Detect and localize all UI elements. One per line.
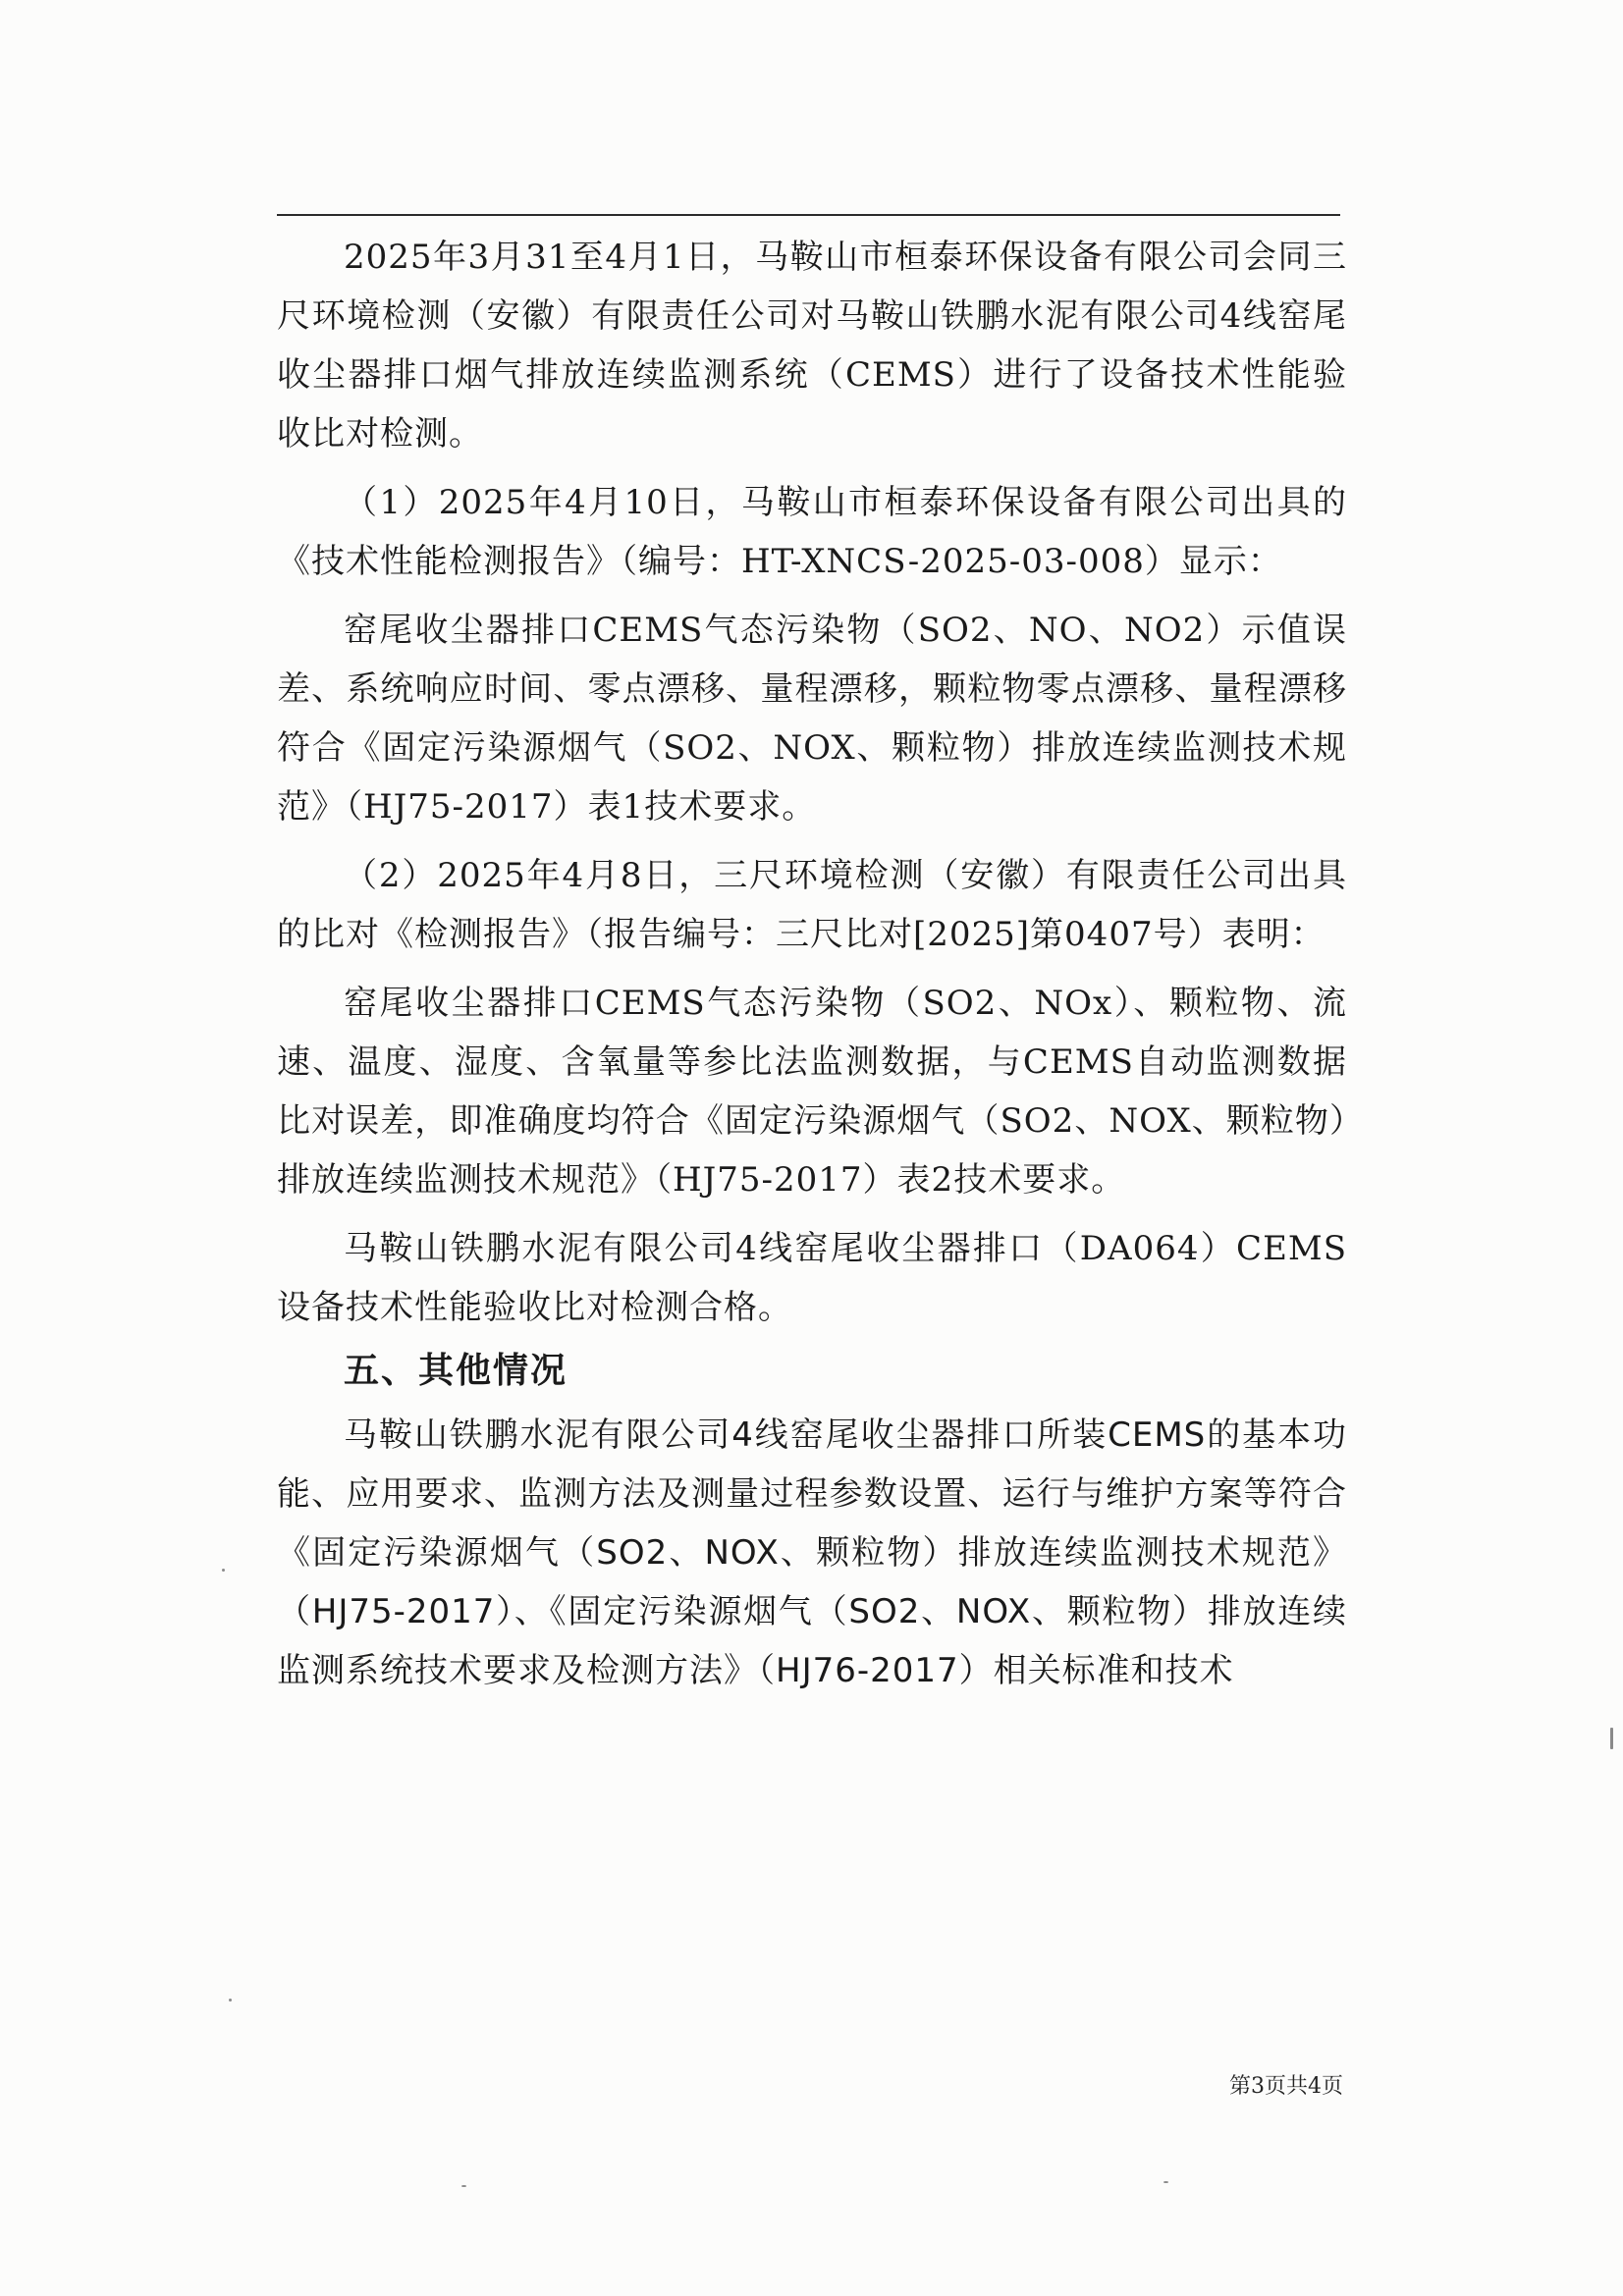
- scan-speck: [222, 1569, 225, 1572]
- paragraph-gap: [277, 964, 1347, 974]
- paragraph-acceptance-intro: 2025年3月31至4月1日，马鞍山市桓泰环保设备有限公司会同三尺环境检测（安徽）有限责任公司对马鞍山铁鹏水泥有限公司4线窑尾收尘器排口烟气排放连续监测系统（CEMS）进行了设备技术性能验收比对检测。: [277, 238, 1347, 454]
- paragraph-gap: [277, 463, 1347, 473]
- paragraph-gap: [277, 836, 1347, 846]
- paragraph-conclusion: 马鞍山铁鹏水泥有限公司4线窑尾收尘器排口（DA064）CEMS设备技术性能验收比对检测合格。: [277, 1229, 1347, 1327]
- document-body: [277, 228, 1347, 1700]
- paragraph-other-situation: 马鞍山铁鹏水泥有限公司4线窑尾收尘器排口所装CEMS的基本功能、应用要求、监测方法及测量过程参数设置、运行与维护方案等符合《固定污染源烟气（SO2、NOX、颗粒物）排放连续监测技术规范》（HJ75-2017）、《固定污染源烟气（SO2、NOX、颗粒物）排放连续监测系统技术要求及检测方法》（HJ76-2017）相关标准和技术: [277, 1415, 1347, 1690]
- scan-speck: [229, 1999, 232, 2002]
- header-rule: [277, 214, 1340, 216]
- scan-speck: [461, 2185, 466, 2187]
- paragraph-gap: [277, 591, 1347, 601]
- scan-speck: [1163, 2181, 1168, 2183]
- paragraph-technical-results: 窑尾收尘器排口CEMS气态污染物（SO2、NO、NO2）示值误差、系统响应时间、零点漂移、量程漂移，颗粒物零点漂移、量程漂移符合《固定污染源烟气（SO2、NOX、颗粒物）排放连续监测技术规范》（HJ75-2017）表1技术要求。: [277, 611, 1347, 827]
- paragraph-comparison-report: （2）2025年4月8日，三尺环境检测（安徽）有限责任公司出具的比对《检测报告》（报告编号：三尺比对[2025]第0407号）表明：: [277, 856, 1347, 954]
- page-number-footer: 第3页共4页: [1229, 2074, 1343, 2099]
- section-heading-other: 五、其他情况: [344, 1351, 568, 1391]
- paragraph-gap: [277, 1209, 1347, 1219]
- scan-speck: [1610, 1728, 1613, 1749]
- paragraph-technical-report: （1）2025年4月10日，马鞍山市桓泰环保设备有限公司出具的《技术性能检测报告》（编号：HT-XNCS-2025-03-008）显示：: [277, 483, 1347, 581]
- paragraph-comparison-results: 窑尾收尘器排口CEMS气态污染物（SO2、NOx）、颗粒物、流速、温度、湿度、含氧量等参比法监测数据，与CEMS自动监测数据比对误差，即准确度均符合《固定污染源烟气（SO2、NOX、颗粒物）排放连续监测技术规范》（HJ75-2017）表2技术要求。: [277, 984, 1347, 1200]
